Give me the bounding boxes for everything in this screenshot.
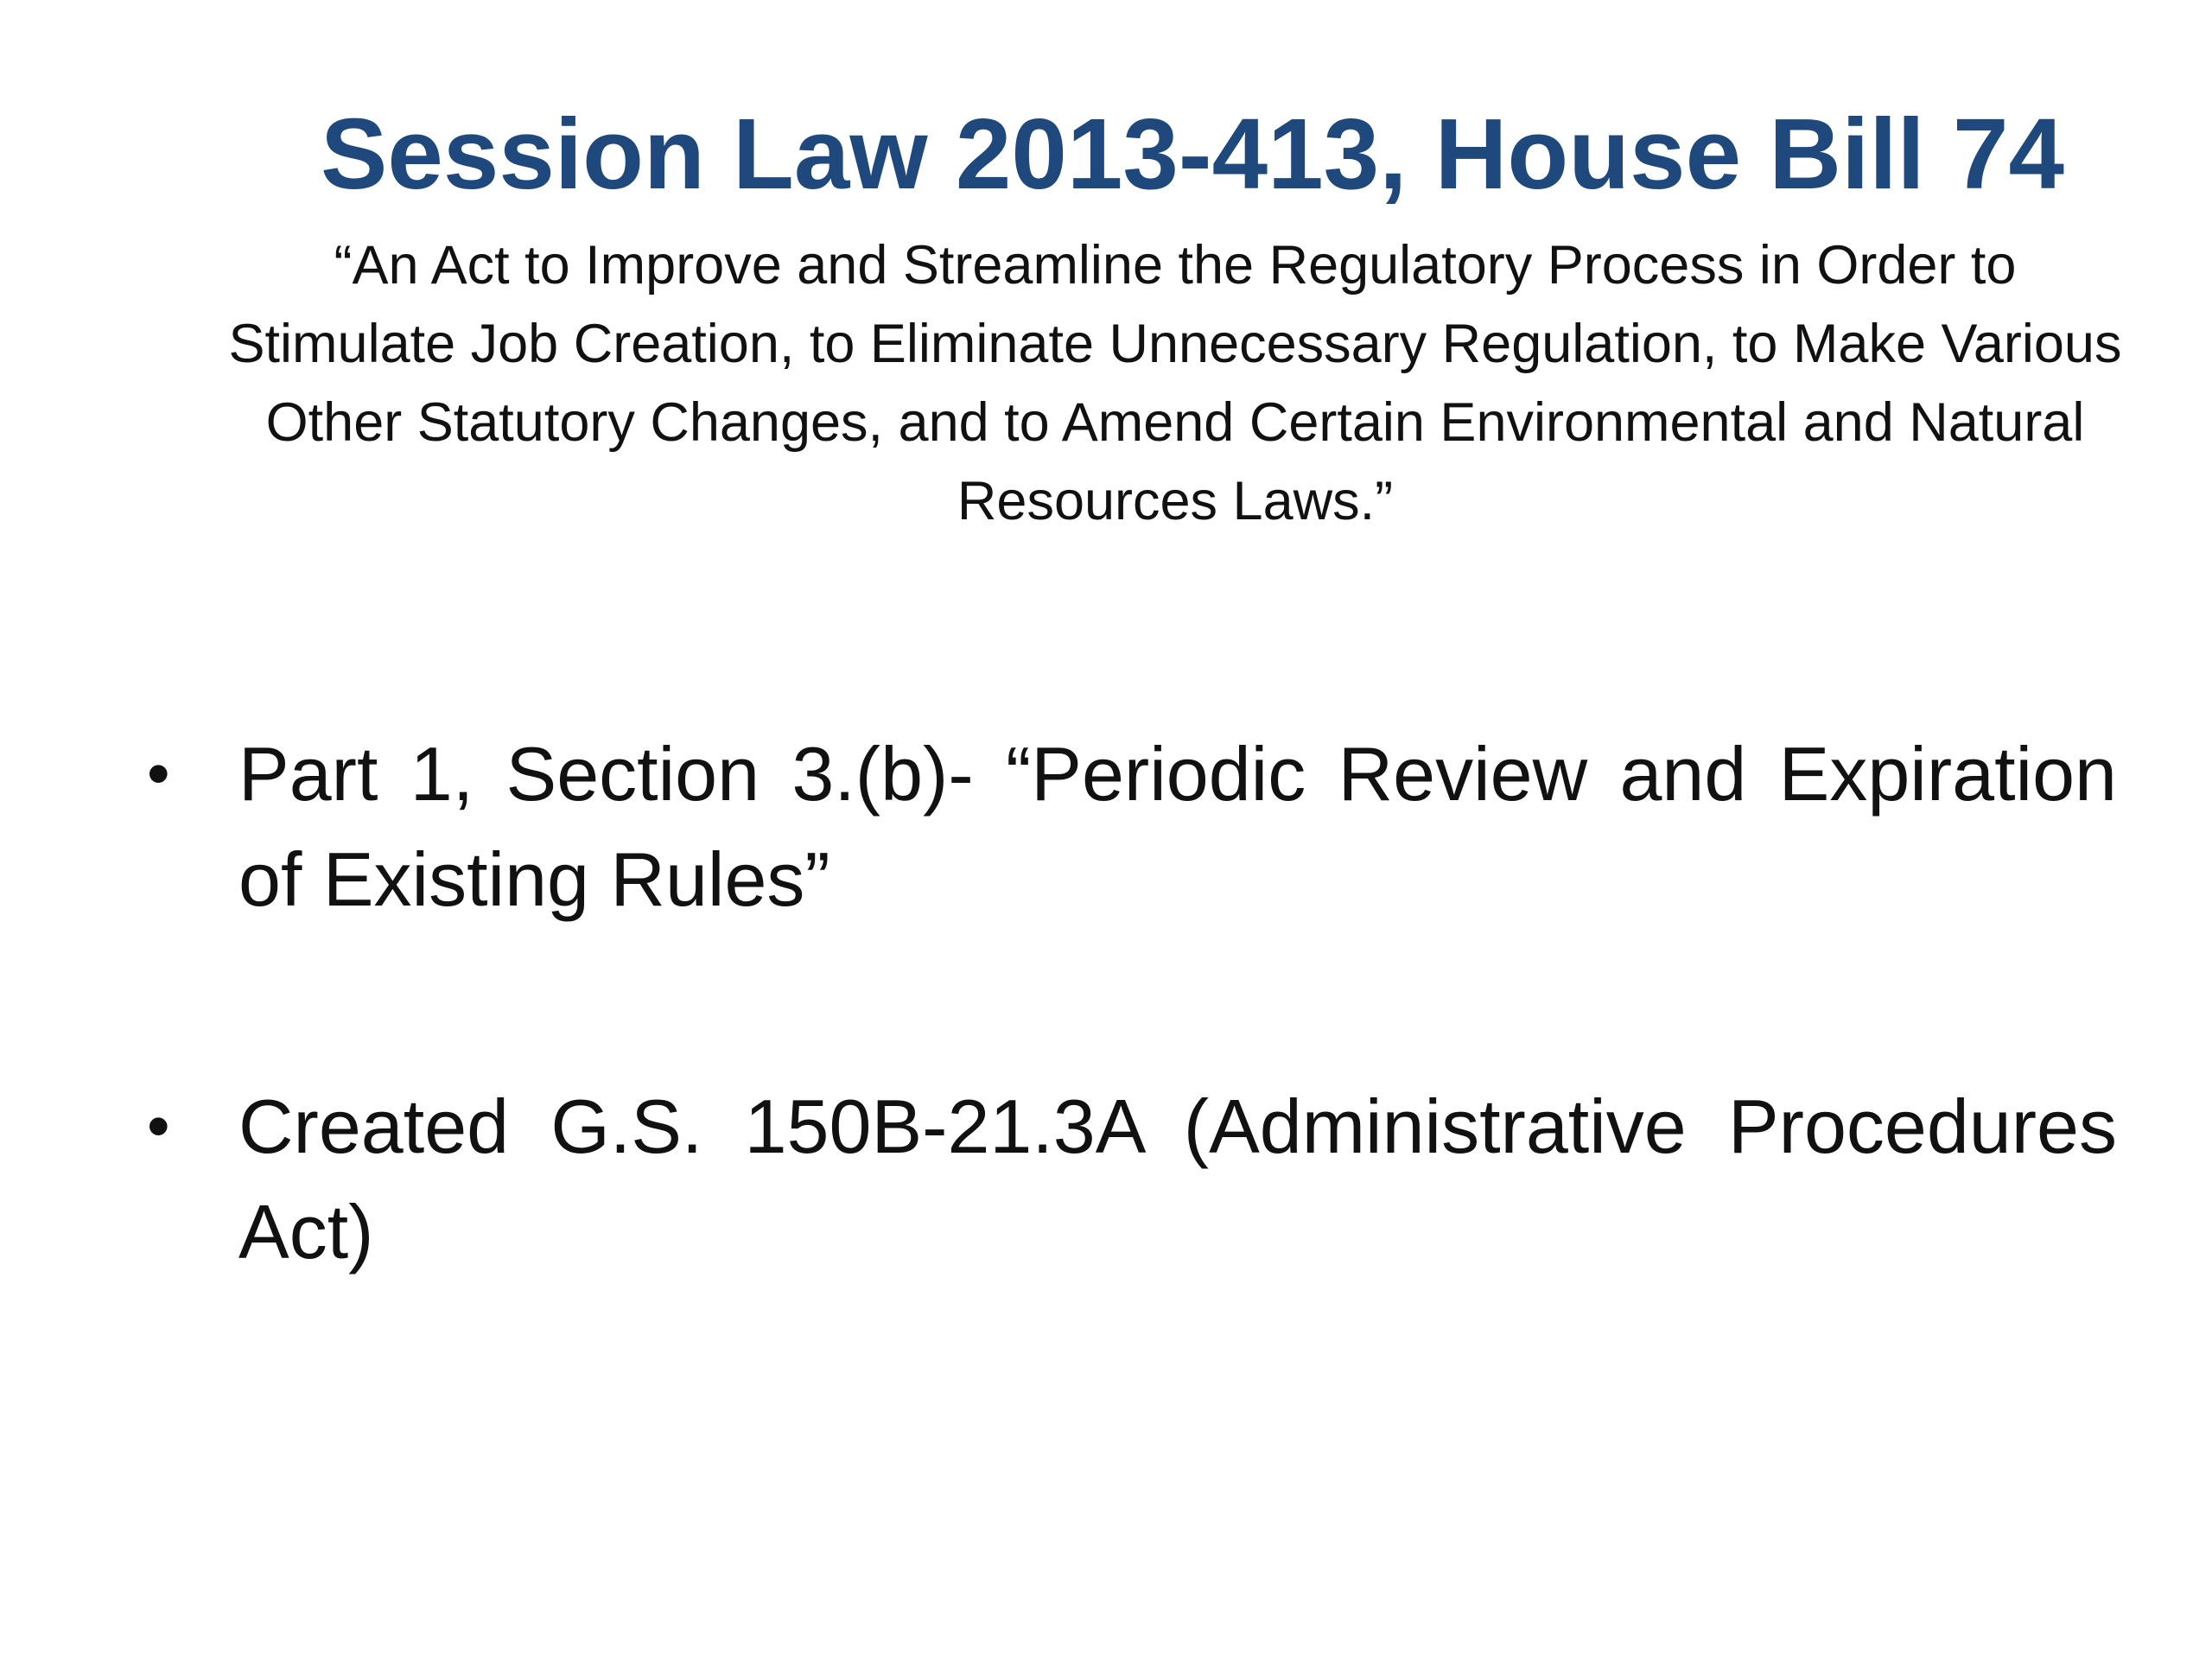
bullet-list <box>147 721 2117 1285</box>
slide-subtitle: “An Act to Improve and Streamline the Regulatory Process in Order to Stimulate Job Creation, to Eliminate Unnecessary Regulation, to Make Various Other Statutory Changes, and to Amend Certain Environmental and Natural Resources Laws.” <box>228 235 2122 531</box>
bullet-item <box>147 1074 2117 1285</box>
bullet-marker: • <box>147 737 170 810</box>
bullet-item <box>147 721 2117 932</box>
slide-title: Session Law 2013-413, House Bill 74 <box>320 98 2065 210</box>
bullet-text: Created G.S. 150B-21.3A (Administrative Procedures Act) <box>238 1084 2117 1274</box>
bullet-text: Part 1, Section 3.(b)- “Periodic Review and Expiration of Existing Rules” <box>238 731 2117 922</box>
bullet-marker: • <box>147 1090 170 1163</box>
